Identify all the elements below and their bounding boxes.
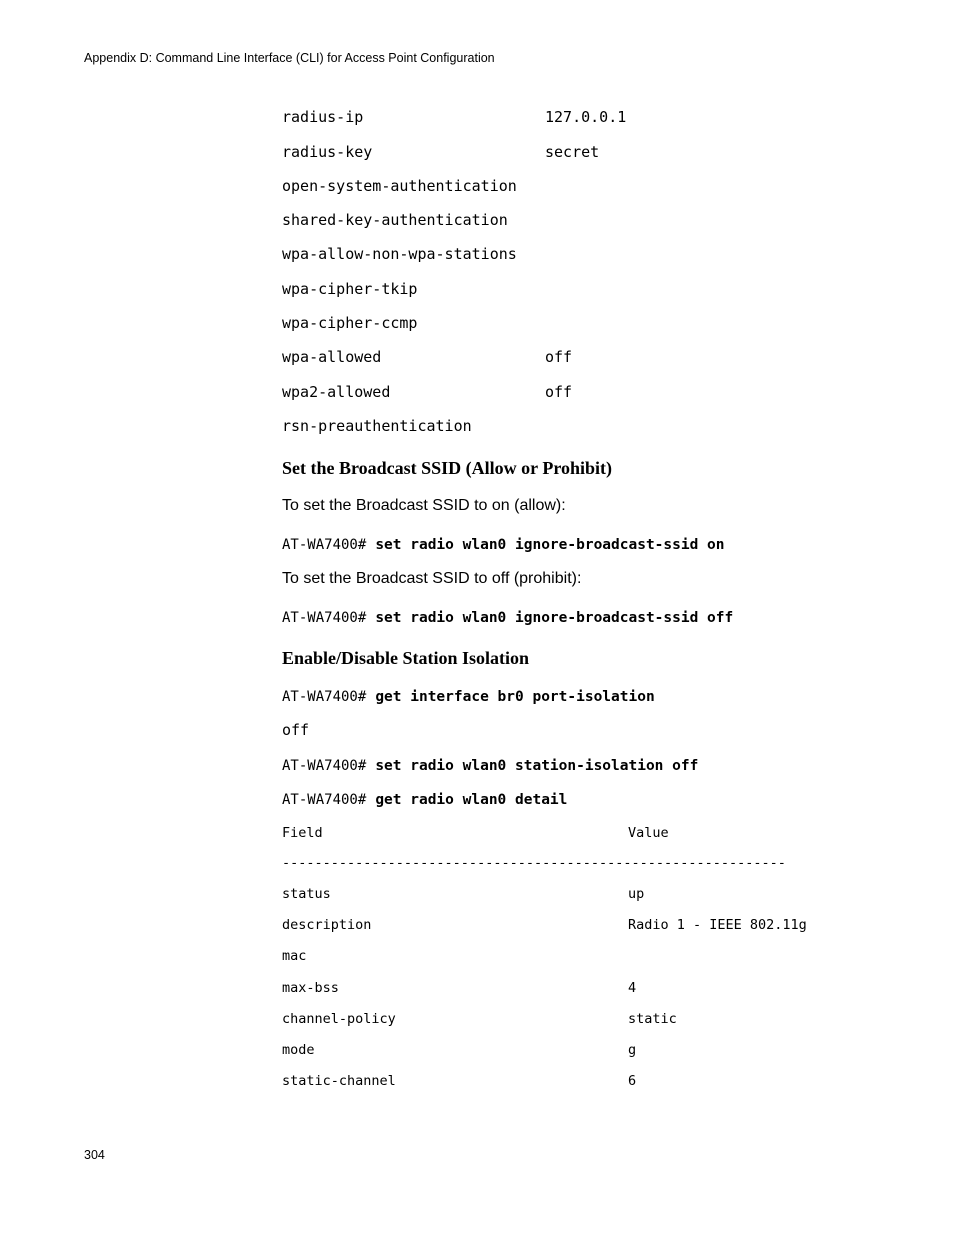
detail-field: description: [282, 917, 372, 933]
detail-table-header: [282, 825, 669, 841]
command-line: [282, 790, 567, 808]
cli-command: get interface br0 port-isolation: [375, 689, 655, 705]
config-row: [282, 280, 417, 298]
detail-value: g: [628, 1042, 637, 1058]
config-field: wpa-allow-non-wpa-stations: [282, 245, 517, 263]
detail-value: static: [628, 1011, 677, 1027]
config-row: [282, 143, 600, 161]
detail-field: mac: [282, 948, 307, 964]
cli-command: set radio wlan0 station-isolation off: [375, 758, 699, 774]
config-field: radius-ip: [282, 108, 364, 126]
config-field: rsn-preauthentication: [282, 417, 472, 435]
command-line: [282, 608, 733, 626]
config-field: open-system-authentication: [282, 177, 517, 195]
config-row: [282, 383, 573, 401]
config-row: [282, 211, 508, 229]
config-value: 127.0.0.1: [545, 108, 627, 126]
config-field: wpa-cipher-ccmp: [282, 314, 418, 332]
detail-value: 4: [628, 980, 637, 996]
cli-command: set radio wlan0 ignore-broadcast-ssid off: [375, 610, 734, 626]
config-value: off: [545, 383, 573, 401]
config-row: [282, 177, 517, 195]
config-field: wpa-allowed: [282, 348, 382, 366]
cli-prompt: AT-WA7400#: [282, 610, 367, 626]
table-row: [282, 1011, 677, 1027]
detail-field: mode: [282, 1042, 315, 1058]
running-header: Appendix D: Command Line Interface (CLI) for Access Point Configuration: [84, 51, 495, 65]
config-field: radius-key: [282, 143, 373, 161]
paragraph: To set the Broadcast SSID to on (allow):: [282, 497, 566, 514]
detail-field: max-bss: [282, 980, 339, 996]
detail-field: static-channel: [282, 1073, 396, 1089]
config-value: secret: [545, 143, 600, 161]
table-separator: --------------------------------------------------------------: [282, 855, 786, 871]
config-field: shared-key-authentication: [282, 211, 508, 229]
table-row: [282, 1073, 637, 1089]
table-row: [282, 917, 807, 933]
detail-field: channel-policy: [282, 1011, 396, 1027]
config-value: off: [545, 348, 573, 366]
config-row: [282, 348, 573, 366]
column-header-value: Value: [628, 825, 669, 841]
config-field: wpa2-allowed: [282, 383, 391, 401]
config-row: [282, 314, 417, 332]
table-row: [282, 886, 645, 902]
command-line: [282, 535, 725, 553]
cli-prompt: AT-WA7400#: [282, 758, 367, 774]
section-heading-station-isolation: Enable/Disable Station Isolation: [282, 648, 530, 668]
detail-field: status: [282, 886, 331, 902]
paragraph: To set the Broadcast SSID to off (prohibit):: [282, 570, 582, 587]
cli-command: set radio wlan0 ignore-broadcast-ssid on: [375, 537, 725, 553]
command-line: [282, 756, 698, 774]
config-row: [282, 245, 517, 263]
config-row: [282, 108, 627, 126]
command-line: [282, 687, 655, 705]
command-output: off: [282, 721, 310, 739]
detail-value: 6: [628, 1073, 637, 1089]
page-number: 304: [84, 1148, 105, 1162]
section-heading-broadcast-ssid: Set the Broadcast SSID (Allow or Prohibit): [282, 458, 613, 478]
detail-value: Radio 1 - IEEE 802.11g: [628, 917, 807, 933]
cli-prompt: AT-WA7400#: [282, 792, 367, 808]
config-field: wpa-cipher-tkip: [282, 280, 418, 298]
detail-value: up: [628, 886, 645, 902]
config-row: [282, 417, 472, 435]
table-row: [282, 1042, 637, 1058]
cli-prompt: AT-WA7400#: [282, 689, 367, 705]
table-row: [282, 948, 306, 964]
cli-prompt: AT-WA7400#: [282, 537, 367, 553]
table-row: [282, 980, 637, 996]
cli-command: get radio wlan0 detail: [375, 792, 568, 808]
column-header-field: Field: [282, 825, 323, 841]
